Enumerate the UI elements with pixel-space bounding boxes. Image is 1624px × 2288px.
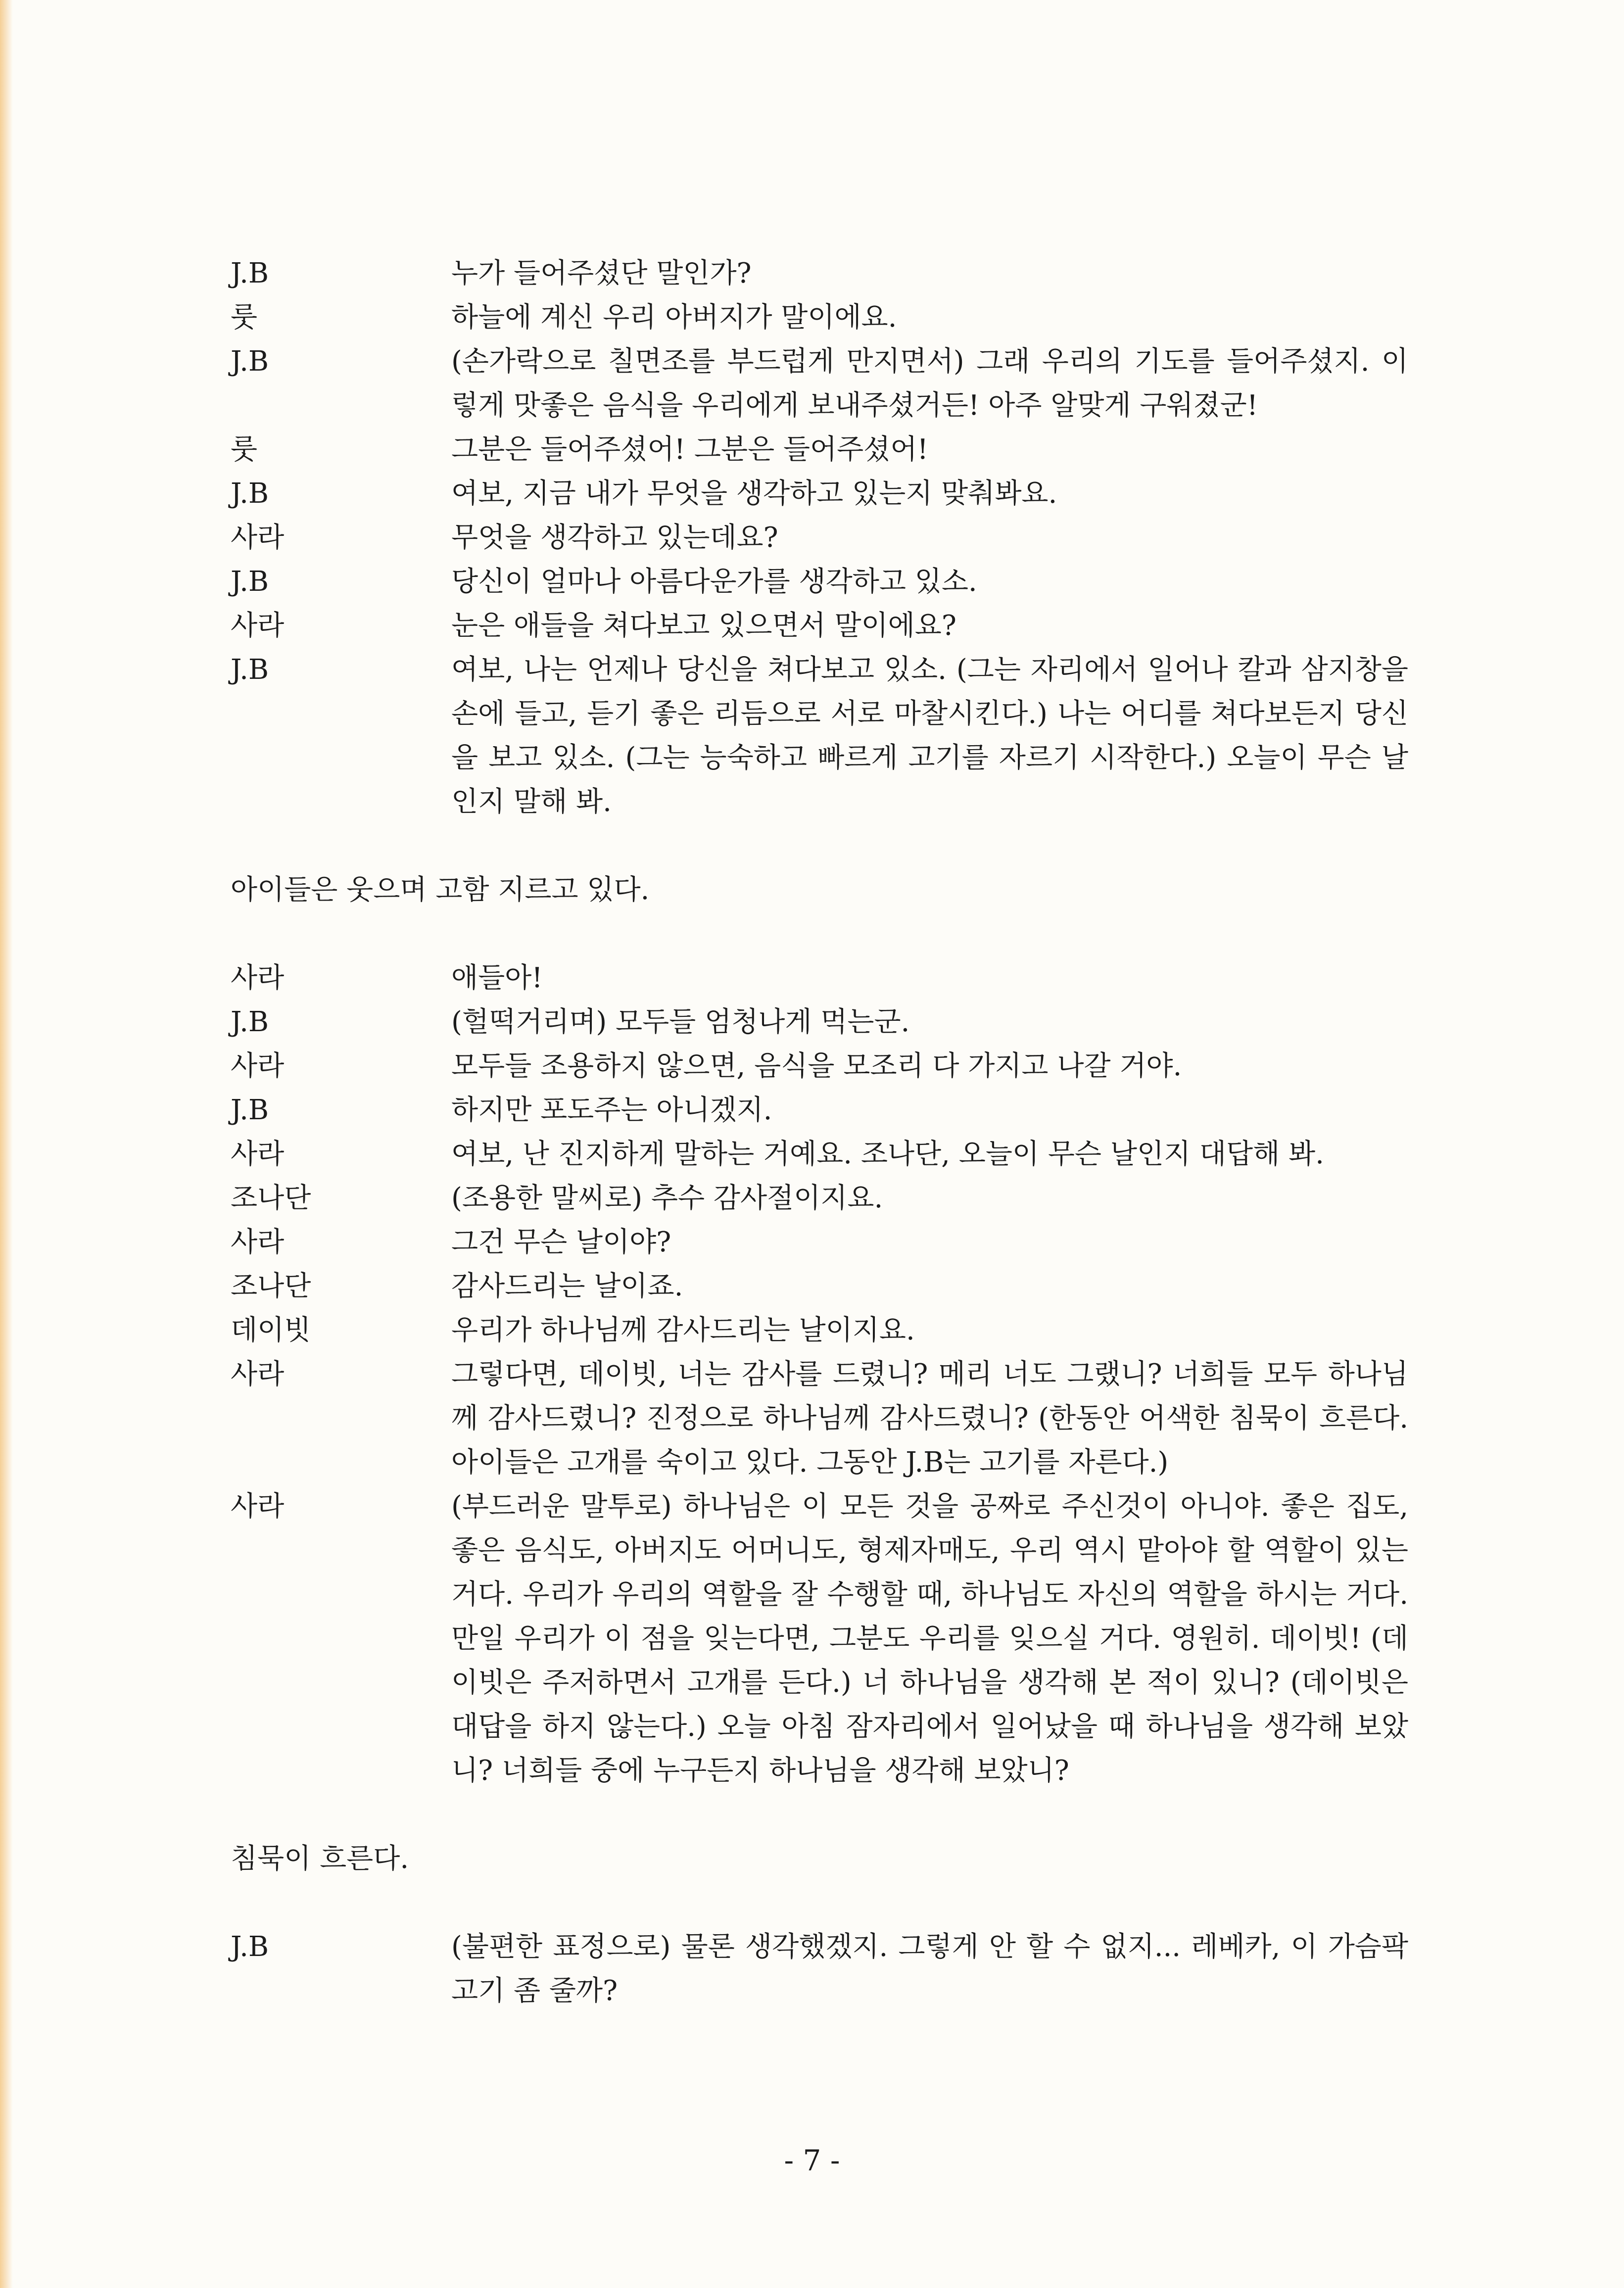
dialogue-row: [231, 1484, 1408, 1793]
speaker-name: 사라: [231, 1050, 285, 1082]
speaker-name: 사라: [231, 610, 285, 642]
script-page: [231, 251, 1408, 2013]
dialogue-row: [231, 1132, 1408, 1176]
speaker-name: J.B: [231, 1931, 269, 1963]
dialogue-line: 그분은 들어주셨어! 그분은 들어주셨어!: [451, 433, 928, 466]
dialogue-line: 여보, 나는 언제나 당신을 쳐다보고 있소. (그는 자리에서 일어나 칼과 삼지창을 손에 들고, 듣기 좋은 리듬으로 서로 마찰시킨다.) 나는 어디를 쳐다보든지 당신을 보고 있소. (그는 능숙하고 빠르게 고기를 자르기 시작한다.) 오늘이 무슨 날인지 말해 봐.: [451, 654, 1408, 818]
speaker-name: 사라: [231, 1358, 285, 1390]
dialogue-row: [231, 648, 1408, 824]
dialogue-line: 눈은 애들을 쳐다보고 있으면서 말이에요?: [451, 610, 956, 642]
dialogue-line: 모두들 조용하지 않으면, 음식을 모조리 다 가지고 나갈 거야.: [451, 1050, 1182, 1082]
speaker-name: 사라: [231, 522, 285, 554]
speaker-name: J.B: [231, 1094, 269, 1126]
speaker-name: 룻: [231, 301, 258, 334]
dialogue-row: [231, 428, 1408, 472]
blank-line: [231, 1793, 1408, 1837]
dialogue-line: 당신이 얼마나 아름다운가를 생각하고 있소.: [451, 566, 977, 598]
dialogue-line: (불편한 표정으로) 물론 생각했겠지. 그렇게 안 할 수 없지... 레베카, 이 가슴팍 고기 좀 줄까?: [451, 1931, 1408, 2007]
dialogue-line: 우리가 하나님께 감사드리는 날이지요.: [451, 1314, 915, 1346]
dialogue-line: 하늘에 계신 우리 아버지가 말이에요.: [451, 301, 897, 334]
dialogue-line: (부드러운 말투로) 하나님은 이 모든 것을 공짜로 주신것이 아니야. 좋은 집도, 좋은 음식도, 아버지도 어머니도, 형제자매도, 우리 역시 맡아야 할 역할이 있는 거다. 우리가 우리의 역할을 잘 수행할 때, 하나님도 자신의 역할을 하시는 거다. 만일 우리가 이 점을 잊는다면, 그분도 우리를 잊으실 거다. 영원히. 데이빗! (데이빗은 주저하면서 고개를 든다.) 너 하나님을 생각해 본 적이 있니? (데이빗은 대답을 하지 않는다.) 오늘 아침 잠자리에서 일어났을 때 하나님을 생각해 보았니? 너희들 중에 누구든지 하나님을 생각해 보았니?: [451, 1490, 1408, 1787]
blank-line: [231, 824, 1408, 868]
dialogue-line: 하지만 포도주는 아니겠지.: [451, 1094, 772, 1126]
dialogue-row: [231, 1308, 1408, 1352]
dialogue-line: 누가 들어주셨단 말인가?: [451, 257, 752, 289]
speaker-name: J.B: [231, 566, 269, 598]
speaker-name: 조나단: [231, 1270, 311, 1302]
dialogue-line: 애들아!: [451, 962, 543, 994]
dialogue-row: [231, 472, 1408, 516]
dialogue-row: [231, 1264, 1408, 1308]
speaker-name: J.B: [231, 345, 269, 378]
speaker-name: J.B: [231, 257, 269, 289]
dialogue-line: 여보, 지금 내가 무엇을 생각하고 있는지 맞춰봐요.: [451, 477, 1057, 510]
dialogue-row: [231, 295, 1408, 339]
dialogue-line: 무엇을 생각하고 있는데요?: [451, 522, 778, 554]
dialogue-row: [231, 1352, 1408, 1484]
stage-direction: 아이들은 웃으며 고함 지르고 있다.: [231, 874, 650, 906]
dialogue-row: [231, 956, 1408, 1000]
dialogue-line: (손가락으로 칠면조를 부드럽게 만지면서) 그래 우리의 기도를 들어주셨지. 이렇게 맛좋은 음식을 우리에게 보내주셨거든! 아주 알맞게 구워졌군!: [451, 345, 1408, 422]
dialogue-row: [231, 560, 1408, 604]
dialogue-row: [231, 1000, 1408, 1044]
dialogue-line: 그렇다면, 데이빗, 너는 감사를 드렸니? 메리 너도 그랬니? 너희들 모두 하나님께 감사드렸니? 진정으로 하나님께 감사드렸니? (한동안 어색한 침묵이 흐른다. 아이들은 고개를 숙이고 있다. 그동안 J.B는 고기를 자른다.): [451, 1358, 1408, 1478]
speaker-name: 사라: [231, 1138, 285, 1170]
speaker-name: 조나단: [231, 1182, 311, 1214]
page-edge-stain: [0, 0, 13, 2288]
speaker-name: J.B: [231, 1006, 269, 1038]
dialogue-row: [231, 1925, 1408, 2013]
dialogue-row: [231, 339, 1408, 428]
speaker-name: 사라: [231, 962, 285, 994]
page-number: - 7 -: [784, 2144, 840, 2177]
dialogue-line: 그건 무슨 날이야?: [451, 1226, 671, 1258]
dialogue-row: [231, 1044, 1408, 1088]
speaker-name: 사라: [231, 1226, 285, 1258]
speaker-name: J.B: [231, 654, 269, 686]
dialogue-row: [231, 251, 1408, 295]
dialogue-line: 여보, 난 진지하게 말하는 거예요. 조나단, 오늘이 무슨 날인지 대답해 봐.: [451, 1138, 1324, 1170]
dialogue-row: [231, 1176, 1408, 1220]
dialogue-line: (헐떡거리며) 모두들 엄청나게 먹는군.: [451, 1006, 910, 1038]
speaker-name: 룻: [231, 433, 258, 466]
speaker-name: 데이빗: [231, 1314, 311, 1346]
speaker-name: J.B: [231, 477, 269, 510]
dialogue-row: [231, 1220, 1408, 1264]
dialogue-line: (조용한 말씨로) 추수 감사절이지요.: [451, 1182, 883, 1214]
dialogue-row: [231, 604, 1408, 648]
blank-line: [231, 912, 1408, 956]
speaker-name: 사라: [231, 1490, 285, 1523]
blank-line: [231, 1881, 1408, 1925]
dialogue-line: 감사드리는 날이죠.: [451, 1270, 683, 1302]
dialogue-row: [231, 1088, 1408, 1132]
dialogue-row: [231, 516, 1408, 560]
stage-direction: 침묵이 흐른다.: [231, 1843, 409, 1875]
